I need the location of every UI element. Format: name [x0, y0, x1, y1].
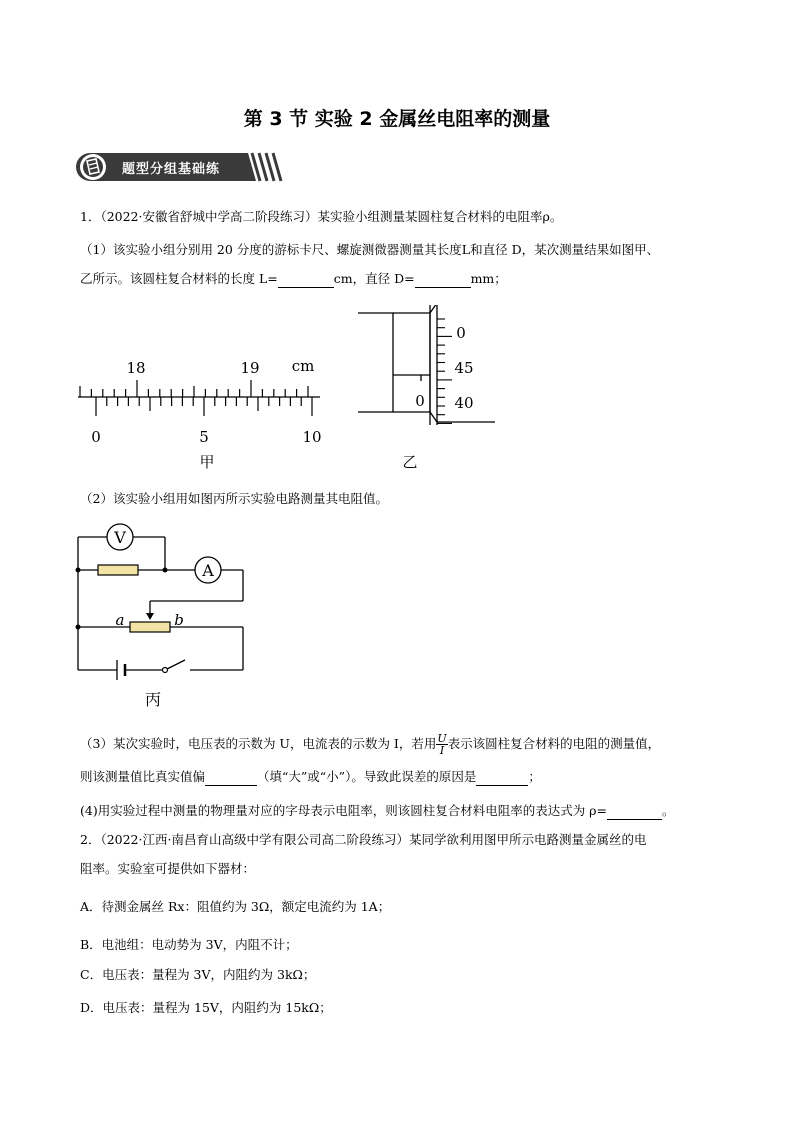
q2-option-b: B．电池组：电动势为 3V，内阻不计； [80, 937, 298, 952]
figure-caption-yi: 乙 [402, 453, 418, 471]
voltmeter-label: V [114, 528, 126, 547]
page-title: 第 3 节 实验 2 金属丝电阻率的测量 [243, 108, 551, 130]
q1-part4: (4)用实验过程中测量的物理量对应的字母表示电阻率，则该圆柱复合材料电阻率的表达式为 ρ= 。 [80, 803, 675, 818]
vernier-label-5: 5 [199, 428, 209, 446]
answer-blank-length[interactable] [278, 273, 334, 288]
figure-caption-bing: 丙 [144, 690, 162, 709]
answer-blank-reason[interactable] [476, 771, 528, 786]
vernier-label-10: 10 [302, 428, 322, 446]
section-banner [76, 150, 286, 188]
ammeter-label: A [202, 561, 214, 580]
vernier-caliper-figure [70, 350, 330, 475]
micrometer-figure [355, 305, 505, 475]
q2-stem-line1: 2．（2022·江西·南昌育山高级中学有限公司高二阶段练习）某同学欲利用图甲所示电路测量金属丝的电 [80, 832, 647, 847]
thimble-label-40: 40 [454, 394, 474, 412]
main-scale-label-18: 18 [126, 359, 146, 377]
sleeve-label-0: 0 [415, 392, 425, 410]
q1-part1-line2: 乙所示。该圆柱复合材料的长度 L= cm，直径 D= mm； [80, 271, 507, 286]
vernier-label-0: 0 [91, 428, 101, 446]
circuit-figure [70, 520, 260, 710]
figure-caption-jia: 甲 [199, 453, 215, 471]
q1-part2: （2）该实验小组用如图丙所示实验电路测量其电阻值。 [80, 491, 388, 506]
thimble-label-0: 0 [456, 324, 466, 342]
q2-option-a: A．待测金属丝 Rx：阻值约为 3Ω，额定电流约为 1A； [80, 899, 391, 914]
fraction-u-over-i: $\frac{U}{I}$ [437, 732, 447, 757]
q1-part1-line1: （1）该实验小组分别用 20 分度的游标卡尺、螺旋测微器测量其长度L和直径 D，某次测量结果如图甲、 [80, 242, 660, 257]
q1-part3-line2: 则该测量值比真实值偏 （填“大”或“小”）。导致此误差的原因是 ； [80, 769, 541, 784]
fixed-resistor [98, 565, 138, 575]
terminal-a-label: a [115, 611, 125, 629]
answer-blank-bias[interactable] [205, 771, 257, 786]
q2-stem-line2: 阻率。实验室可提供如下器材： [80, 861, 256, 876]
q2-option-d: D．电压表：量程为 15V，内阻约为 15kΩ； [80, 1000, 332, 1015]
rheostat [130, 622, 170, 632]
switch-pivot [163, 668, 168, 673]
unit-label: cm [291, 357, 315, 375]
q1-stem: 1．（2022·安徽省舒城中学高二阶段练习）某实验小组测量某圆柱复合材料的电阻率ρ。 [80, 209, 563, 224]
thimble-label-45: 45 [454, 359, 474, 377]
banner-label: 题型分组基础练 [122, 162, 221, 177]
terminal-b-label: b [174, 611, 184, 629]
answer-blank-resistivity[interactable] [607, 805, 662, 820]
main-scale-label-19: 19 [240, 359, 260, 377]
q2-option-c: C．电压表：量程为 3V，内阻约为 3kΩ； [80, 967, 316, 982]
q1-part3-line1: （3）某次实验时，电压表的示数为 U，电流表的示数为 I，若用 $\frac{U}{I}$ 表示该圆柱复合材料的电阻的测量值， [80, 732, 661, 757]
answer-blank-diameter[interactable] [415, 273, 471, 288]
